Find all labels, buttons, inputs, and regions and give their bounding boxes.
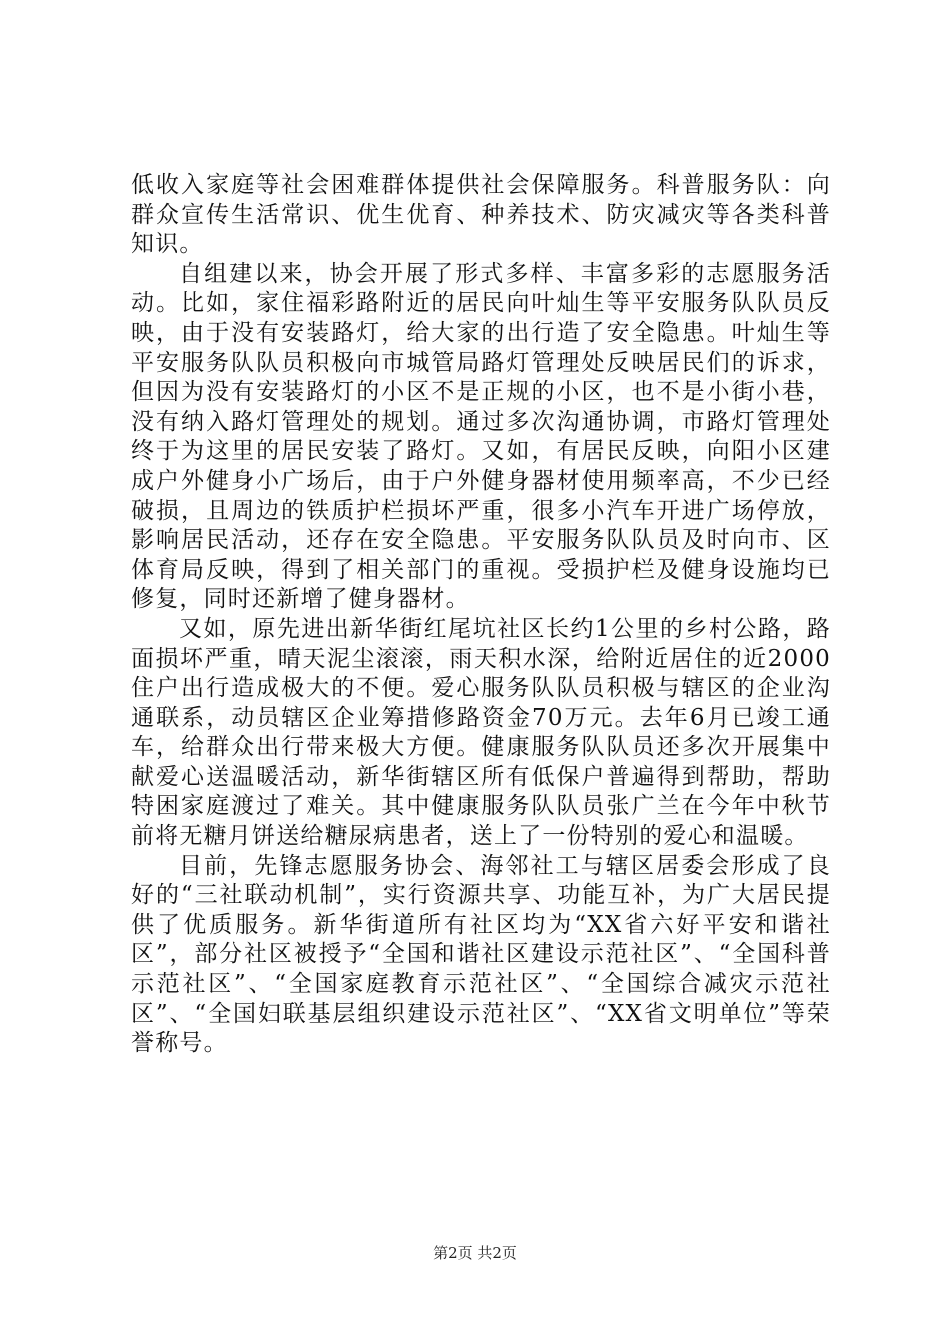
paragraph-activities: 自组建以来，协会开展了形式多样、丰富多彩的志愿服务活动。比如，家住福彩路附近的居民向叶灿生等平安服务队队员反映，由于没有安装路灯，给大家的出行造了安全隐患。叶灿生等平安服务队队员积极向市城管局路灯管理处反映居民们的诉求，但因为没有安装路灯的小区不是正规的小区，也不是小街小巷，没有纳入路灯管理处的规划。通过多次沟通协调，市路灯管理处终于为这里的居民安装了路灯。又如，有居民反映，向阳小区建成户外健身小广场后，由于户外健身器材使用频率高，不少已经破损，且周边的铁质护栏损坏严重，很多小汽车开进广场停放，影响居民活动，还存在安全隐患。平安服务队队员及时向市、区体育局反映，得到了相关部门的重视。受损护栏及健身设施均已修复，同时还新增了健身器材。 xyxy=(131,260,831,613)
paragraph-road-repair: 又如，原先进出新华街红尾坑社区长约1公里的乡村公路，路面损坏严重，晴天泥尘滚滚，雨天积水深，给附近居住的近2000住户出行造成极大的不便。爱心服务队队员积极与辖区的企业沟通联系，动员辖区企业筹措修路资金70万元。去年6月已竣工通车，给群众出行带来极大方便。健康服务队队员还多次开展集中献爱心送温暖活动，新华街辖区所有低保户普遍得到帮助，帮助特困家庭渡过了难关。其中健康服务队队员张广兰在今年中秋节前将无糖月饼送给糖尿病患者，送上了一份特别的爱心和温暖。 xyxy=(131,615,831,850)
paragraph-continuation: 低收入家庭等社会困难群体提供社会保障服务。科普服务队：向群众宣传生活常识、优生优育、种养技术、防灾减灾等各类科普知识。 xyxy=(131,172,831,258)
paragraph-honors: 目前，先锋志愿服务协会、海邻社工与辖区居委会形成了良好的“三社联动机制”，实行资源共享、功能互补，为广大居民提供了优质服务。新华街道所有社区均为“XX省六好平安和谐社区”，部分社区被授予“全国和谐社区建设示范社区”、“全国科普示范社区”、“全国家庭教育示范社区”、“全国综合减灾示范社区”、“全国妇联基层组织建设示范社区”、“XX省文明单位”等荣誉称号。 xyxy=(131,852,831,1057)
document-body xyxy=(131,171,831,1059)
page-number-footer: 第2页 共2页 xyxy=(433,1244,517,1262)
